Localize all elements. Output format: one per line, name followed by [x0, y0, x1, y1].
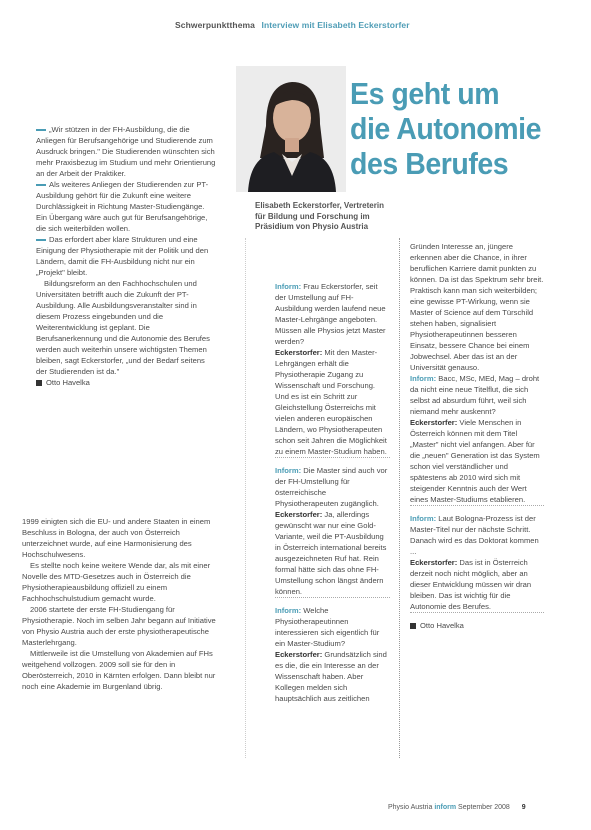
headline-line-1: Es geht um	[350, 76, 500, 111]
interview-answer	[410, 241, 544, 373]
speaker-label: Eckerstorfer:	[410, 418, 458, 427]
intro-column	[36, 124, 217, 388]
speaker-label: Inform:	[410, 374, 437, 383]
background-column	[22, 516, 224, 692]
interview-question	[410, 373, 544, 417]
background-paragraph: Mittlerweile ist die Umstellung von Akademien auf FHs weitgehend vollzogen. 2009 soll sie für den in Oberösterreich, 2010 in Kärnten erfolgen. Dann bleibt nur noch eine Akademie im Burgenland übrig.	[22, 649, 216, 691]
end-square-icon	[36, 380, 42, 386]
interview-question	[275, 281, 390, 347]
interview-answer	[275, 347, 390, 457]
photo-caption: Elisabeth Eckerstorfer, Vertreterin für Bildung und Forschung im Präsidium von Physio Austria	[255, 201, 384, 232]
interview-answer	[275, 509, 390, 597]
dotted-rule	[275, 457, 390, 458]
dash-marker	[36, 239, 46, 240]
interview-text: Viele Menschen in Österreich können mit dem Titel „Master" nicht viel anfangen. Aber für die „neuen" Generation ist das System schon viel verständlicher und spätestens ab 2010 wird sich mit steigender Kenntnis auch der Wert eines Master-Studiums etablieren.	[410, 418, 540, 504]
intro-paragraph: Als weiteres Anliegen der Studierenden zur PT-Ausbildung gehört für die Zukunft eine weitere Durchlässigkeit in Richtung Master-Studiengänge. Ein Übergang wäre auch gut für Berufsangehörige, die sich weiterbilden wollen.	[36, 180, 209, 233]
background-paragraph: 1999 einigten sich die EU- und andere Staaten in einem Beschluss in Bologna, der auch von Österreich unterzeichnet wurde, auf eine Harmonisierung des Hochschulwesens.	[22, 517, 211, 559]
interview-text: Grundsätzlich sind es die, die ein Interesse an der Wissenschaft haben. Aber Kollegen melden sich hauptsächlich aus zeitlichen	[275, 650, 387, 703]
end-square-icon	[410, 623, 416, 629]
footer-brand: inform	[434, 804, 457, 811]
dash-marker	[36, 129, 46, 130]
dotted-rule	[275, 597, 390, 598]
interview-text: Frau Eckerstorfer, seit der Umstellung auf FH-Ausbildung werden laufend neue Master-Lehrgänge angeboten. Müssen alle Physios jetzt Master werden?	[275, 282, 386, 346]
intro-paragraph: Bildungsreform an den Fachhochschulen und Universitäten betrifft auch die Zukunft der PT-Ausbildung. Alle Ausbildungsveranstalter sind in diesem Prozess eingebunden und die Weiterentwicklung ist geplant. Die Berufsanerkennung und die Autonomie des Berufes werden auch weiterhin unsere wichtigsten Themen bleiben, sagt Eckerstorfer, „und der Bedarf seitens der Studierenden ist da."	[36, 279, 210, 376]
interview-text: Bacc, MSc, MEd, Mag – droht da nicht eine neue Titelflut, die sich selbst ad absurdum führt, weil sich niemand mehr auskennt?	[410, 374, 540, 416]
interview-text: Laut Bologna-Prozess ist der Master-Titel nur der nächste Schritt. Danach wird es das Doktorat kommen ...	[410, 514, 539, 556]
background-paragraph: 2006 startete der erste FH-Studiengang für Physiotherapie. Noch im selben Jahr begann auf Initiative von Physio Austria auch der erste physiotherapeutische Masterlehrgang.	[22, 605, 216, 647]
dotted-rule	[410, 505, 544, 506]
headline-line-3: des Berufes	[350, 146, 509, 181]
speaker-label: Eckerstorfer:	[275, 650, 323, 659]
speaker-label: Inform:	[275, 282, 302, 291]
topic-label: Interview mit Elisabeth Eckerstorfer	[261, 20, 410, 30]
column-divider	[245, 238, 246, 758]
interview-answer	[410, 417, 544, 505]
author-line	[410, 620, 544, 631]
author-name: Otto Havelka	[420, 621, 464, 630]
interview-column-left	[275, 281, 390, 704]
interview-question	[275, 605, 390, 649]
intro-paragraph: „Wir stützen in der FH-Ausbildung, die die Anliegen für Berufsangehörige und Studierende zum Ausdruck bringen." Die Studierenden wünschten sich mehr Praxisbezug im Studium und mehr Orientierung an der Arbeit der Praktiker.	[36, 125, 216, 178]
footer-magazine: Physio Austria	[388, 804, 433, 811]
section-label: Schwerpunktthema	[175, 20, 256, 30]
interview-answer	[410, 557, 544, 612]
author-line: Otto Havelka	[36, 377, 217, 388]
interview-text: Die Master sind auch vor der FH-Umstellung für österreichische Physiotherapeuten zugänglich.	[275, 466, 388, 508]
interview-text: Mit den Master-Lehrgängen erhält die Physiotherapie Zugang zu Wissenschaft und Forschung. Und es ist ein Schritt zur Gleichstellung Österreichs mit vielen anderen europäischen Ländern, wo Physiotherapeuten schon seit Jahren die Möglichkeit zu einem Master-Studium haben.	[275, 348, 387, 456]
portrait-illustration	[236, 66, 346, 192]
section-header	[175, 20, 410, 30]
speaker-label: Inform:	[275, 606, 302, 615]
dotted-rule	[410, 612, 544, 613]
interview-text: Welche Physiotherapeutinnen interessieren sich eigentlich für ein Master-Studium?	[275, 606, 380, 648]
headline-line-2: die Autonomie	[350, 111, 542, 146]
column-divider	[399, 238, 400, 758]
interview-question	[410, 513, 544, 557]
page-number: 9	[521, 804, 526, 811]
headline	[350, 76, 541, 181]
page-footer	[388, 804, 526, 811]
speaker-label: Eckerstorfer:	[410, 558, 458, 567]
interview-text: Das ist in Österreich derzeit noch nicht möglich, aber an dieser Entwicklung müssen wir dran bleiben. Das ist wichtig für die Autonomie des Berufes.	[410, 558, 532, 611]
footer-date: September 2008	[458, 804, 510, 811]
speaker-label: Eckerstorfer:	[275, 510, 323, 519]
interview-question	[275, 465, 390, 509]
intro-paragraph: Das erfordert aber klare Strukturen und eine Einigung der Physiotherapie mit der Politik und den Ländern, damit die FH-Ausbildung nicht nur ein „Projekt" bleibt.	[36, 235, 209, 277]
interview-answer	[275, 649, 390, 704]
speaker-label: Inform:	[410, 514, 437, 523]
interview-text: Gründen Interesse an, jüngere erkennen aber die Chance, in ihrer beruflichen Karriere damit punkten zu können. Da ist das Spektrum sehr breit. Praktisch kann man sich weiterbilden; eine gewisse PT-Wirkung, wenn sie Master of Science auf dem Türschild stehen haben, signalisiert Physiotherapeutinnen besseren Einsatz, bessere Chance bei einem Jobwechsel. Aber das ist an der Universität genauso.	[410, 242, 544, 372]
interview-column-right	[410, 241, 544, 631]
interview-text: Ja, allerdings gewünscht war nur eine Gold-Variante, weil die PT-Ausbildung in Österreich international bereits ausgezeichneten Ruf hat. Rein formal hätte sich das ohne FH-Umstellung schon längst ändern können.	[275, 510, 387, 596]
dash-marker	[36, 184, 46, 185]
speaker-label: Eckerstorfer:	[275, 348, 323, 357]
speaker-label: Inform:	[275, 466, 302, 475]
background-paragraph: Es stellte noch keine weitere Wende dar, als mit einer Novelle des MTD-Gesetzes auch in Österreich die Physiotherapieausbildung offiziell zu einem Fachhochschulstudium gemacht wurde.	[22, 561, 211, 603]
portrait-photo	[236, 66, 346, 192]
